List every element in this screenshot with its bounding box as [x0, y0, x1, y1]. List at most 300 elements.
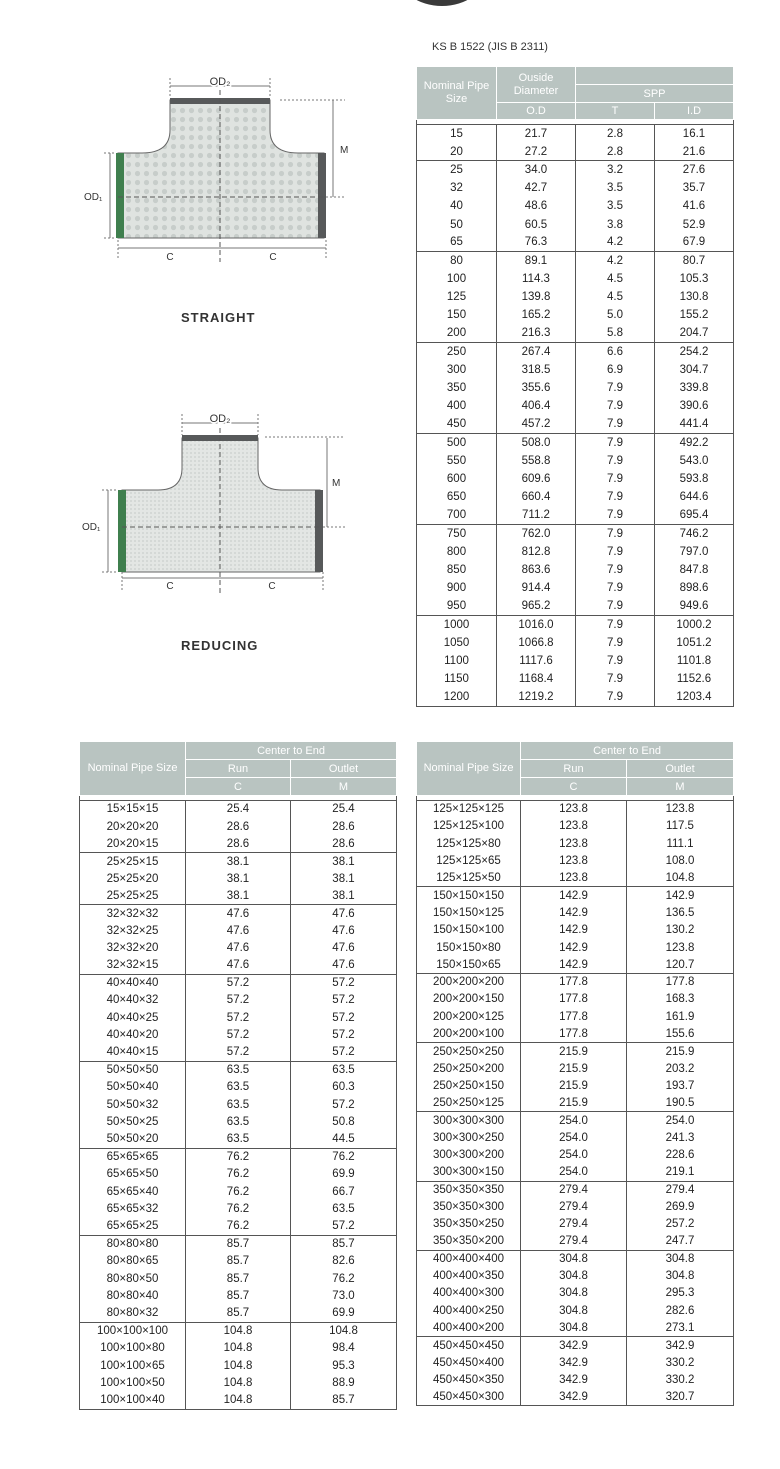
table-cell: 47.6 [291, 922, 397, 939]
spp-header: SPP [576, 85, 734, 103]
table-row [417, 1095, 734, 1112]
table-cell: 900 [417, 579, 497, 597]
table-cell: 7.9 [576, 670, 655, 688]
table-cell: 100×100×65 [80, 1357, 186, 1374]
table-cell: 2.8 [576, 125, 655, 143]
table-cell: 4.2 [576, 234, 655, 252]
table-cell: 48.6 [497, 197, 576, 215]
table-cell: 177.8 [521, 1008, 627, 1025]
table-cell: 60.5 [497, 215, 576, 233]
table-row [417, 1043, 734, 1060]
table-row [417, 1198, 734, 1215]
table-cell: 123.8 [521, 835, 627, 852]
table-row [417, 252, 734, 270]
table-cell: 450×450×400 [417, 1354, 521, 1371]
table-cell: 700 [417, 506, 497, 524]
table-cell: 142.9 [521, 956, 627, 973]
table-cell: 650 [417, 488, 497, 506]
table-cell: 57.2 [291, 1044, 397, 1061]
table-cell: 130.2 [627, 922, 734, 939]
table-cell: 1000.2 [655, 616, 734, 634]
table-cell: 350×350×250 [417, 1216, 521, 1233]
table-cell: 6.6 [576, 343, 655, 361]
table-cell: 695.4 [655, 506, 734, 524]
table-cell: 40×40×25 [80, 1009, 186, 1026]
table-cell: 914.4 [497, 579, 576, 597]
table-cell: 7.9 [576, 434, 655, 452]
table-cell: 35.7 [655, 179, 734, 197]
table-cell: 38.1 [186, 853, 291, 870]
table-row [417, 1250, 734, 1267]
table-cell: 342.9 [521, 1354, 627, 1371]
table-cell: 342.9 [521, 1371, 627, 1388]
table-cell: 125×125×100 [417, 818, 521, 835]
table-cell: 279.4 [627, 1181, 734, 1198]
table-cell: 40×40×15 [80, 1044, 186, 1061]
table-cell: 76.2 [186, 1183, 291, 1200]
table-cell: 4.2 [576, 252, 655, 270]
table-row [80, 1079, 397, 1096]
table-cell: 350×350×350 [417, 1181, 521, 1198]
table-cell: 40×40×40 [80, 974, 186, 991]
table-cell: 44.5 [291, 1131, 397, 1148]
table-cell: 304.7 [655, 361, 734, 379]
table-cell: 350 [417, 379, 497, 397]
cte-right-table [416, 741, 734, 1406]
table-cell: 85.7 [291, 1392, 397, 1409]
table-cell: 85.7 [186, 1305, 291, 1322]
table-cell: 228.6 [627, 1146, 734, 1163]
table-cell: 57.2 [186, 1009, 291, 1026]
table-cell: 120.7 [627, 956, 734, 973]
table-row [80, 1374, 397, 1391]
od-header: O.D [497, 103, 576, 120]
table-cell: 98.4 [291, 1340, 397, 1357]
table-cell: 50.8 [291, 1114, 397, 1131]
id-header: I.D [655, 103, 734, 120]
table-row [80, 922, 397, 939]
table-cell: 63.5 [291, 1200, 397, 1217]
table-cell: 65 [417, 234, 497, 252]
table-cell: 47.6 [291, 905, 397, 922]
table-cell: 7.9 [576, 397, 655, 415]
table-cell: 1101.8 [655, 652, 734, 670]
table-cell: 25 [417, 161, 497, 179]
table-cell: 304.8 [521, 1268, 627, 1285]
table-cell: 254.0 [521, 1129, 627, 1146]
table-cell: 300 [417, 361, 497, 379]
table-cell: 1200 [417, 688, 497, 706]
table-cell: 450 [417, 416, 497, 434]
table-cell: 7.9 [576, 616, 655, 634]
table-cell: 150×150×80 [417, 939, 521, 956]
table-cell: 600 [417, 470, 497, 488]
table-row [417, 835, 734, 852]
table-cell: 20×20×15 [80, 835, 186, 852]
c-header: C [186, 778, 291, 796]
table-row [417, 616, 734, 634]
table-row [80, 905, 397, 922]
table-cell: 300×300×200 [417, 1146, 521, 1163]
table-cell: 50 [417, 215, 497, 233]
table-cell: 304.8 [627, 1268, 734, 1285]
od2-label: OD₂ [209, 76, 231, 88]
table-cell: 7.9 [576, 652, 655, 670]
table-cell: 254.0 [521, 1112, 627, 1129]
table-cell: 32×32×20 [80, 940, 186, 957]
table-cell: 142.9 [521, 887, 627, 904]
table-row [80, 992, 397, 1009]
table-cell: 250 [417, 343, 497, 361]
table-cell: 47.6 [186, 957, 291, 974]
table-cell: 125×125×50 [417, 870, 521, 887]
table-cell: 250×250×200 [417, 1060, 521, 1077]
center-to-end-header: Center to End [521, 742, 734, 760]
table-cell: 114.3 [497, 270, 576, 288]
table-cell: 267.4 [497, 343, 576, 361]
table-cell: 25.4 [186, 801, 291, 818]
table-row [417, 416, 734, 434]
table-cell: 7.9 [576, 579, 655, 597]
table-cell: 950 [417, 597, 497, 615]
table-cell: 130.8 [655, 288, 734, 306]
table-cell: 42.7 [497, 179, 576, 197]
table-row [80, 1131, 397, 1148]
table-cell: 949.6 [655, 597, 734, 615]
table-cell: 250×250×250 [417, 1043, 521, 1060]
table-cell: 1066.8 [497, 634, 576, 652]
table-cell: 762.0 [497, 525, 576, 543]
table-cell: 750 [417, 525, 497, 543]
table-cell: 95.3 [291, 1357, 397, 1374]
table-row [417, 361, 734, 379]
table-cell: 330.2 [627, 1354, 734, 1371]
table-row [417, 1337, 734, 1354]
table-cell: 50×50×32 [80, 1096, 186, 1113]
table-cell: 165.2 [497, 306, 576, 324]
table-cell: 27.2 [497, 143, 576, 161]
table-cell: 450×450×450 [417, 1337, 521, 1354]
table-row [80, 1114, 397, 1131]
table-cell: 105.3 [655, 270, 734, 288]
cte-left-body [80, 796, 397, 1410]
table-cell: 300×300×150 [417, 1164, 521, 1181]
table-cell: 125×125×65 [417, 852, 521, 869]
table-cell: 450×450×300 [417, 1389, 521, 1406]
table-cell: 7.9 [576, 543, 655, 561]
cte-left-table [79, 741, 397, 1410]
table-cell: 492.2 [655, 434, 734, 452]
table-cell: 200×200×125 [417, 1008, 521, 1025]
table-row [417, 161, 734, 179]
table-cell: 28.6 [186, 835, 291, 852]
table-cell: 50×50×25 [80, 1114, 186, 1131]
table-cell: 300×300×250 [417, 1129, 521, 1146]
table-cell: 32×32×25 [80, 922, 186, 939]
table-cell: 7.9 [576, 597, 655, 615]
table-row [417, 670, 734, 688]
table-cell: 847.8 [655, 561, 734, 579]
table-cell: 660.4 [497, 488, 576, 506]
table-cell: 85.7 [186, 1253, 291, 1270]
table-row [80, 818, 397, 835]
table-cell: 1203.4 [655, 688, 734, 706]
table-cell: 1219.2 [497, 688, 576, 706]
table-cell: 85.7 [186, 1235, 291, 1252]
m-header: M [627, 778, 734, 796]
table-cell: 800 [417, 543, 497, 561]
table-row [80, 801, 397, 818]
table-cell: 32×32×15 [80, 957, 186, 974]
cte-nominal-header: Nominal Pipe Size [417, 742, 521, 796]
table-cell: 279.4 [521, 1233, 627, 1250]
table-cell: 355.6 [497, 379, 576, 397]
table-cell: 16.1 [655, 125, 734, 143]
table-cell: 108.0 [627, 852, 734, 869]
table-row [417, 488, 734, 506]
table-row [417, 634, 734, 652]
table-row [80, 1166, 397, 1183]
table-cell: 1000 [417, 616, 497, 634]
table-cell: 7.9 [576, 379, 655, 397]
table-row [417, 125, 734, 143]
table-cell: 47.6 [291, 957, 397, 974]
table-cell: 52.9 [655, 215, 734, 233]
table-cell: 215.9 [521, 1077, 627, 1094]
table-cell: 104.8 [186, 1357, 291, 1374]
straight-caption: STRAIGHT [181, 310, 256, 325]
table-cell: 38.1 [186, 887, 291, 904]
table-cell: 797.0 [655, 543, 734, 561]
od1-label: OD₁ [84, 192, 103, 203]
table-cell: 57.2 [186, 1027, 291, 1044]
table-row [80, 1253, 397, 1270]
table-cell: 1100 [417, 652, 497, 670]
table-cell: 125 [417, 288, 497, 306]
table-row [417, 1129, 734, 1146]
table-row [417, 1389, 734, 1406]
table-cell: 60.3 [291, 1079, 397, 1096]
table-cell: 57.2 [186, 992, 291, 1009]
table-row [80, 1183, 397, 1200]
table-cell: 400×400×250 [417, 1302, 521, 1319]
table-cell: 746.2 [655, 525, 734, 543]
table-cell: 1117.6 [497, 652, 576, 670]
table-row [417, 179, 734, 197]
table-cell: 4.5 [576, 288, 655, 306]
table-row [417, 270, 734, 288]
table-row [417, 956, 734, 973]
standard-title: KS B 1522 (JIS B 2311) [432, 41, 548, 53]
table-cell: 85.7 [186, 1270, 291, 1287]
table-cell: 400 [417, 397, 497, 415]
table-row [417, 1233, 734, 1250]
table-row [80, 1096, 397, 1113]
table-cell: 150×150×100 [417, 922, 521, 939]
pipe-spec-body [417, 120, 734, 707]
table-cell: 850 [417, 561, 497, 579]
table-cell: 57.2 [291, 974, 397, 991]
table-row [80, 1305, 397, 1322]
table-cell: 150×150×150 [417, 887, 521, 904]
table-cell: 300×300×300 [417, 1112, 521, 1129]
table-row [417, 1319, 734, 1336]
table-cell: 25×25×20 [80, 870, 186, 887]
table-cell: 1050 [417, 634, 497, 652]
table-row [417, 1077, 734, 1094]
table-row [417, 688, 734, 706]
table-cell: 104.8 [627, 870, 734, 887]
table-cell: 250×250×150 [417, 1077, 521, 1094]
od1-label: OD₁ [82, 522, 101, 533]
table-cell: 350×350×200 [417, 1233, 521, 1250]
table-cell: 898.6 [655, 579, 734, 597]
table-cell: 550 [417, 452, 497, 470]
table-cell: 250×250×125 [417, 1095, 521, 1112]
table-cell: 6.9 [576, 361, 655, 379]
od2-label: OD₂ [209, 413, 231, 425]
table-row [80, 1148, 397, 1165]
table-cell: 38.1 [291, 887, 397, 904]
table-cell: 50×50×40 [80, 1079, 186, 1096]
table-cell: 66.7 [291, 1183, 397, 1200]
table-row [80, 1322, 397, 1339]
table-cell: 450×450×350 [417, 1371, 521, 1388]
table-cell: 104.8 [186, 1392, 291, 1409]
table-cell: 342.9 [521, 1389, 627, 1406]
table-cell: 76.2 [186, 1200, 291, 1217]
table-cell: 5.0 [576, 306, 655, 324]
table-cell: 304.8 [521, 1319, 627, 1336]
table-cell: 200×200×200 [417, 973, 521, 990]
table-cell: 80×80×32 [80, 1305, 186, 1322]
top-decoration [398, 0, 486, 6]
table-cell: 47.6 [291, 940, 397, 957]
table-cell: 104.8 [186, 1374, 291, 1391]
table-cell: 63.5 [186, 1114, 291, 1131]
run-header: Run [186, 760, 291, 778]
table-row [80, 1235, 397, 1252]
table-cell: 57.2 [291, 992, 397, 1009]
table-row [80, 974, 397, 991]
table-cell: 63.5 [186, 1079, 291, 1096]
table-row [417, 525, 734, 543]
straight-tee-diagram [70, 70, 370, 270]
table-row [417, 818, 734, 835]
table-cell: 40×40×32 [80, 992, 186, 1009]
table-cell: 80 [417, 252, 497, 270]
table-cell: 219.1 [627, 1164, 734, 1181]
table-cell: 7.9 [576, 561, 655, 579]
table-cell: 27.6 [655, 161, 734, 179]
table-row [417, 215, 734, 233]
table-cell: 216.3 [497, 325, 576, 343]
table-cell: 47.6 [186, 940, 291, 957]
table-cell: 88.9 [291, 1374, 397, 1391]
table-row [417, 379, 734, 397]
table-cell: 76.2 [291, 1270, 397, 1287]
table-cell: 67.9 [655, 234, 734, 252]
table-cell: 76.2 [186, 1218, 291, 1235]
table-cell: 155.2 [655, 306, 734, 324]
table-row [417, 1268, 734, 1285]
table-row [417, 1146, 734, 1163]
table-cell: 85.7 [186, 1287, 291, 1304]
table-cell: 80.7 [655, 252, 734, 270]
table-row [417, 887, 734, 904]
m-header: M [291, 778, 397, 796]
table-row [417, 306, 734, 324]
table-row [417, 1060, 734, 1077]
table-cell: 50×50×20 [80, 1131, 186, 1148]
table-row [80, 957, 397, 974]
table-row [417, 1371, 734, 1388]
table-cell: 21.6 [655, 143, 734, 161]
table-cell: 76.3 [497, 234, 576, 252]
table-row [80, 1200, 397, 1217]
table-cell: 76.2 [186, 1148, 291, 1165]
table-cell: 139.8 [497, 288, 576, 306]
table-cell: 38.1 [186, 870, 291, 887]
table-cell: 76.2 [186, 1166, 291, 1183]
table-cell: 65×65×32 [80, 1200, 186, 1217]
table-cell: 25×25×25 [80, 887, 186, 904]
table-cell: 65×65×40 [80, 1183, 186, 1200]
table-cell: 3.5 [576, 197, 655, 215]
table-cell: 254.0 [521, 1164, 627, 1181]
center-to-end-header: Center to End [186, 742, 397, 760]
table-row [80, 1357, 397, 1374]
table-row [80, 1392, 397, 1409]
table-cell: 304.8 [627, 1250, 734, 1267]
table-row [417, 652, 734, 670]
table-cell: 7.9 [576, 688, 655, 706]
table-cell: 20 [417, 143, 497, 161]
table-cell: 89.1 [497, 252, 576, 270]
table-cell: 57.2 [291, 1009, 397, 1026]
table-cell: 215.9 [521, 1060, 627, 1077]
table-cell: 342.9 [521, 1337, 627, 1354]
table-cell: 254.0 [521, 1146, 627, 1163]
table-row [417, 288, 734, 306]
table-cell: 339.8 [655, 379, 734, 397]
table-cell: 69.9 [291, 1166, 397, 1183]
table-cell: 80×80×40 [80, 1287, 186, 1304]
table-cell: 155.6 [627, 1025, 734, 1042]
table-cell: 28.6 [291, 818, 397, 835]
table-row [417, 870, 734, 887]
c-right-label: C [268, 581, 276, 592]
table-cell: 282.6 [627, 1302, 734, 1319]
table-cell: 85.7 [291, 1235, 397, 1252]
table-cell: 7.9 [576, 525, 655, 543]
table-row [417, 1025, 734, 1042]
pipe-spec-table [416, 66, 734, 707]
table-cell: 400×400×400 [417, 1250, 521, 1267]
table-cell: 7.9 [576, 470, 655, 488]
table-cell: 40 [417, 197, 497, 215]
table-cell: 15×15×15 [80, 801, 186, 818]
table-cell: 215.9 [521, 1095, 627, 1112]
table-row [417, 973, 734, 990]
table-cell: 7.9 [576, 452, 655, 470]
table-row [417, 1181, 734, 1198]
table-cell: 25×25×15 [80, 853, 186, 870]
table-cell: 41.6 [655, 197, 734, 215]
table-cell: 65×65×25 [80, 1218, 186, 1235]
table-cell: 295.3 [627, 1285, 734, 1302]
table-cell: 57.2 [291, 1096, 397, 1113]
